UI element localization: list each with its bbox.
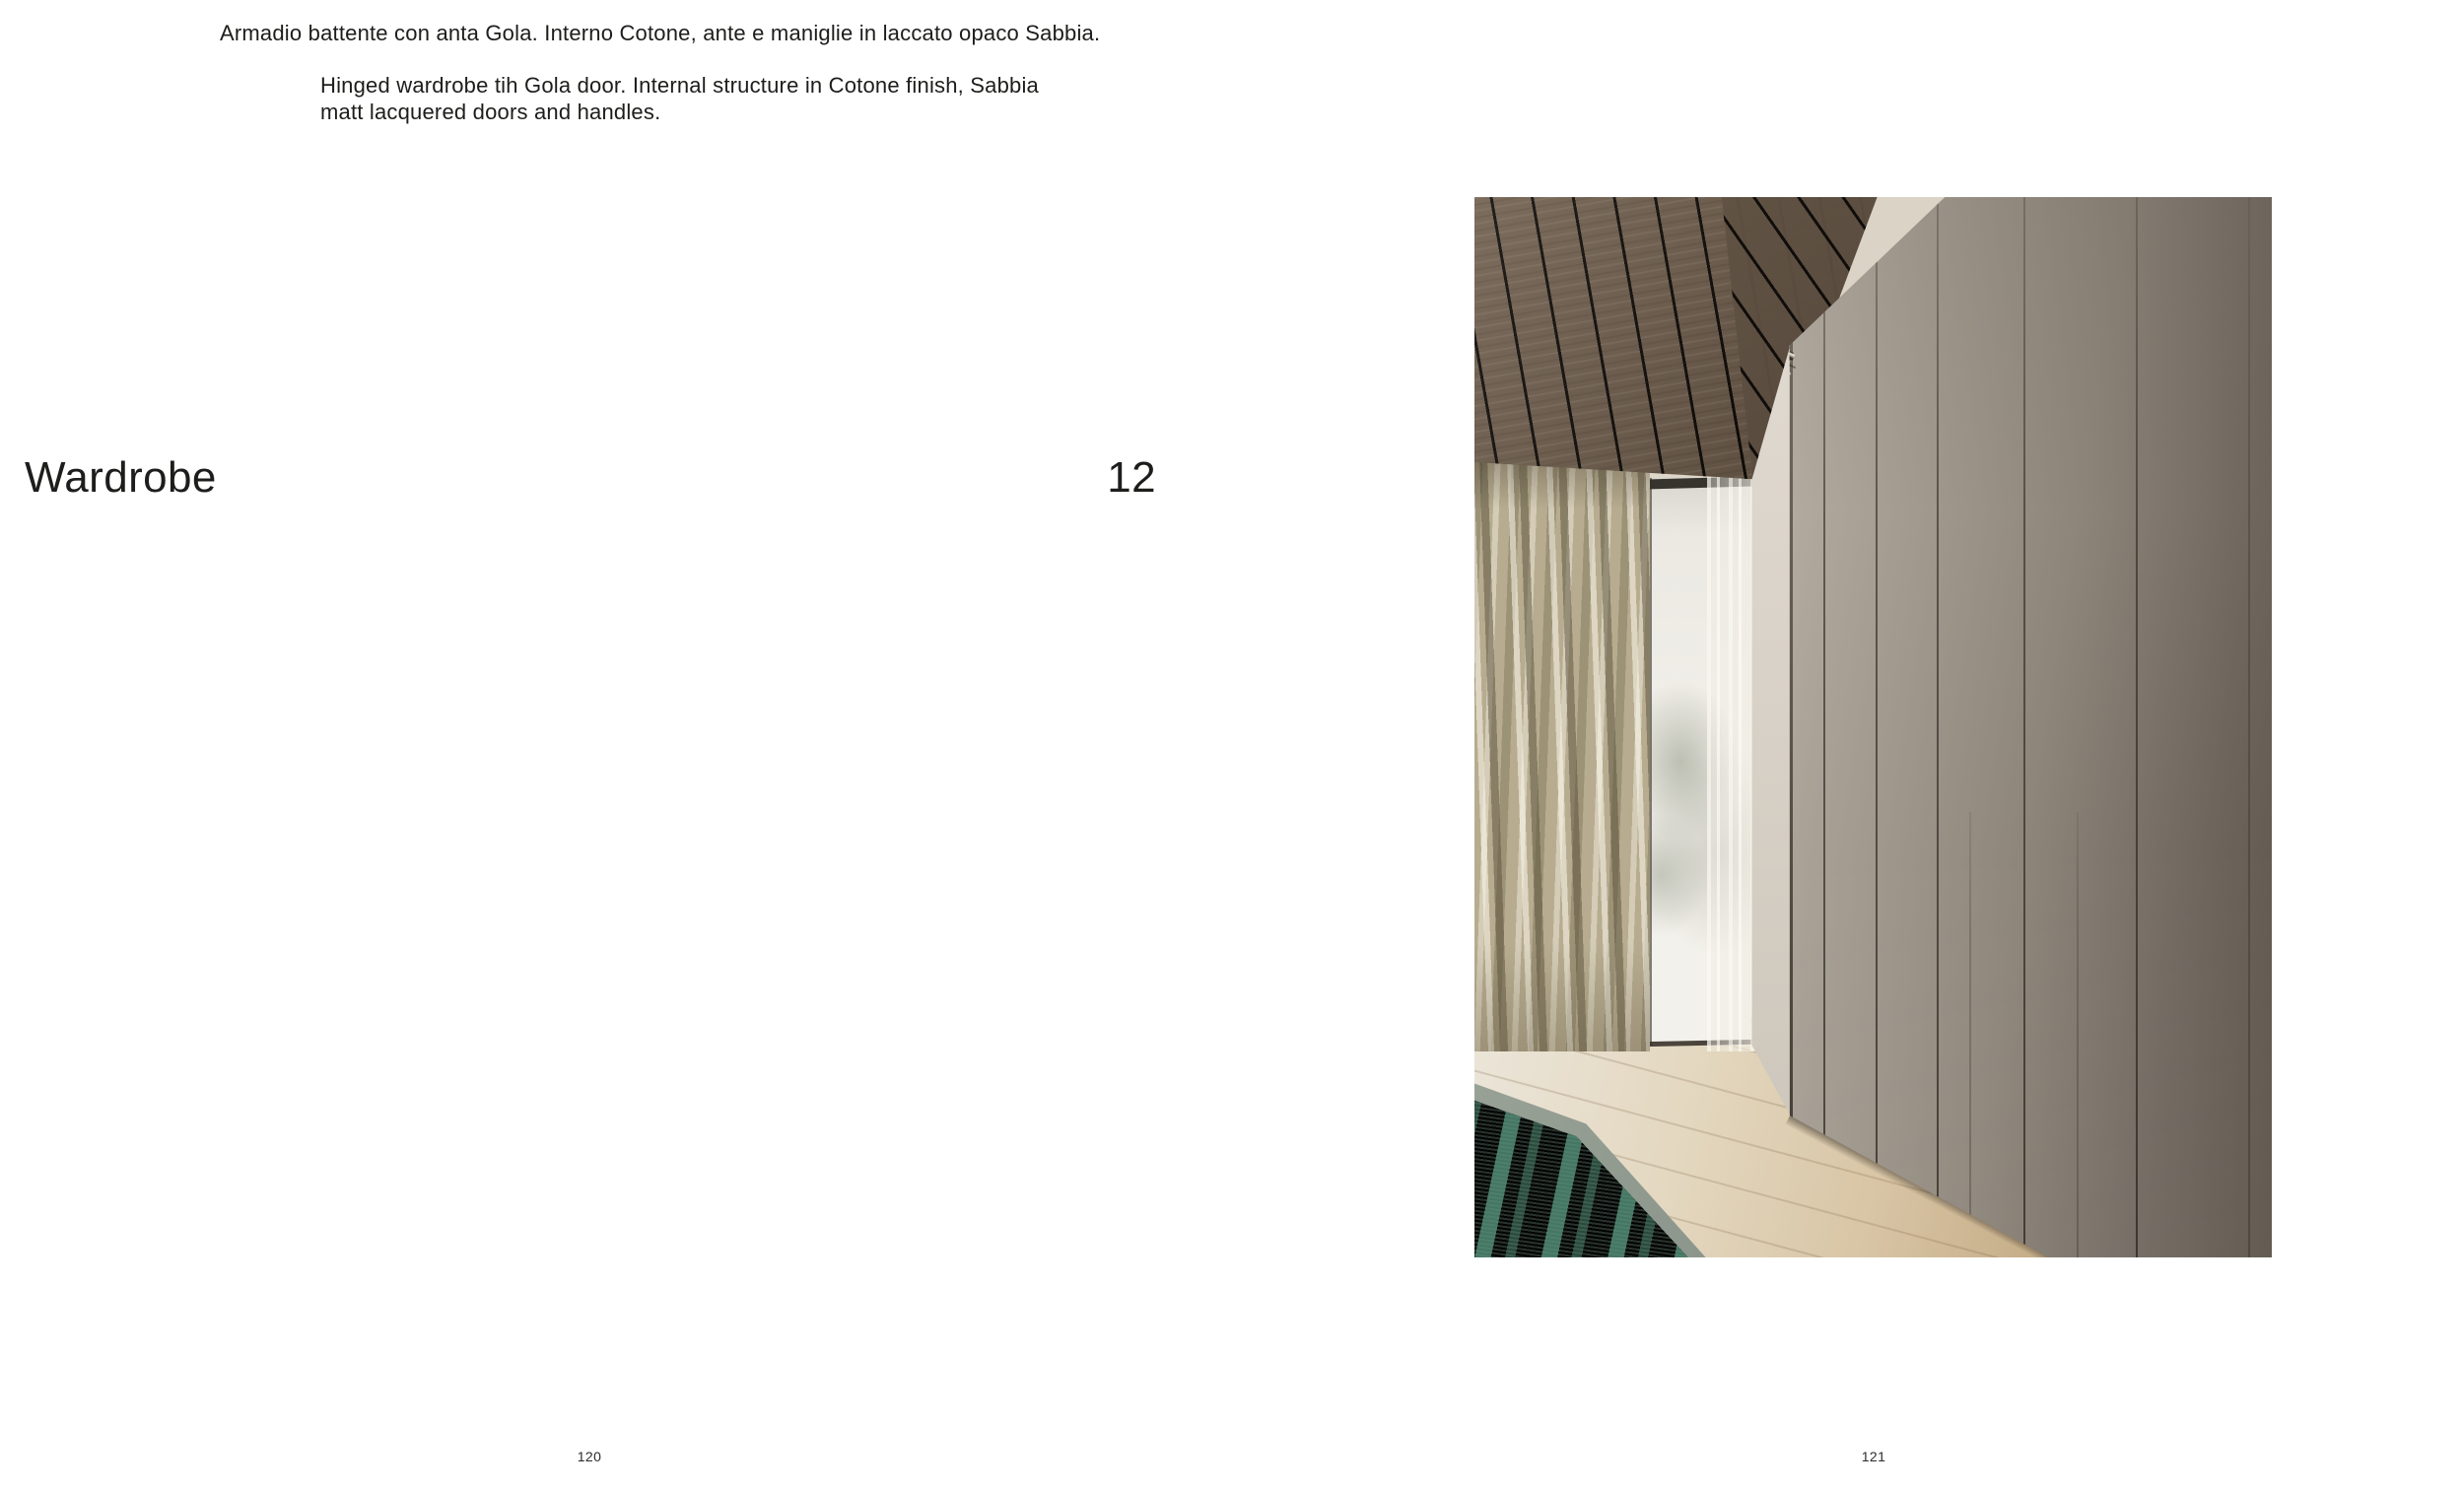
page-number-left: 120 bbox=[577, 1449, 602, 1464]
door-seam bbox=[1823, 197, 1825, 1257]
drawer-seam bbox=[2077, 812, 2079, 1257]
door-seam bbox=[2023, 197, 2025, 1257]
chapter-number: 12 bbox=[1107, 453, 1156, 502]
caption-english-line1: Hinged wardrobe tih Gola door. Internal structure in Cotone finish, Sabbia bbox=[320, 73, 1039, 98]
title-row bbox=[25, 453, 1156, 503]
door-seam bbox=[2248, 197, 2250, 1257]
wardrobe-photo bbox=[1474, 197, 2272, 1257]
door-seam bbox=[1876, 197, 1878, 1257]
page-title: Wardrobe bbox=[25, 453, 217, 502]
caption-english-line2: matt lacquered doors and handles. bbox=[320, 100, 661, 124]
drawer-seam bbox=[1969, 812, 1971, 1257]
door-seam bbox=[1937, 197, 1939, 1257]
door-seam bbox=[2136, 197, 2138, 1257]
caption-italian: Armadio battente con anta Gola. Interno Cotone, ante e maniglie in laccato opaco Sabbia. bbox=[220, 21, 1101, 45]
photo-curtains bbox=[1474, 449, 1650, 1051]
caption-english bbox=[320, 72, 1039, 125]
page-number-right: 121 bbox=[1861, 1449, 1886, 1464]
